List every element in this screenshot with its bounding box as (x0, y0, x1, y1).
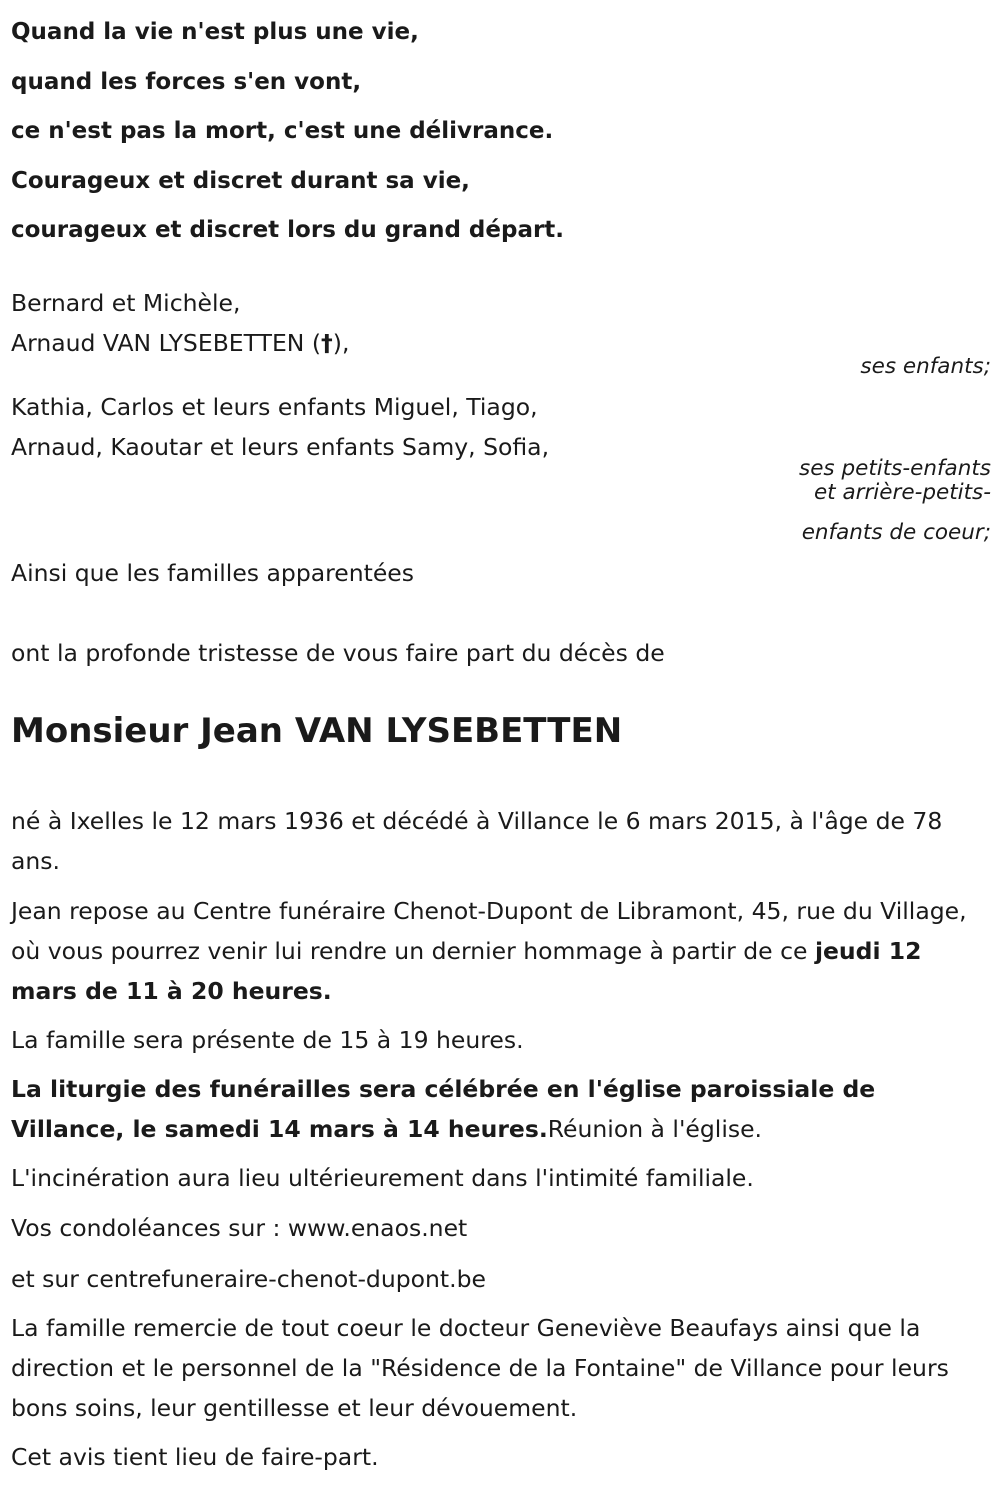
liturgy-paragraph (11, 1069, 991, 1149)
children-line-end: ), (332, 329, 350, 357)
deceased-name: Monsieur Jean VAN LYSEBETTEN (11, 711, 623, 751)
liturgy-details: La liturgie des funérailles sera célébrée en l'église paroissiale de Villance, le samedi 14 mars à 14 heures. (11, 1075, 876, 1143)
closing-line: Cet avis tient lieu de faire-part. (11, 1443, 379, 1471)
grandchildren-label-2: et arrière-petits- (813, 480, 991, 505)
repose-date: jeudi 12 mars de 11 à 20 heures. (11, 937, 922, 1005)
thanks-paragraph: La famille remercie de tout coeur le docteur Geneviève Beaufays ainsi que la direction et le personnel de la "Résidence de la Fontaine" de Villance pour leurs bons soins, leur gentillesse et leur dévouement. (11, 1314, 949, 1422)
repose-text: Jean repose au Centre funéraire Chenot-Dupont de Libramont, 45, rue du Village, où vous pourrez venir lui rendre un dernier hommage à partir de ce (11, 897, 967, 965)
poem-line: Courageux et discret durant sa vie, (11, 167, 470, 194)
children-name: Arnaud VAN LYSEBETTEN ( (11, 329, 322, 357)
opening-poem (11, 8, 991, 256)
poem-line: quand les forces s'en vont, (11, 68, 362, 95)
children-label: ses enfants; (860, 354, 991, 379)
poem-line: Quand la vie n'est plus une vie, (11, 19, 419, 45)
family-presence: La famille sera présente de 15 à 19 heures. (11, 1026, 524, 1054)
grandchildren-line-2: Arnaud, Kaoutar et leurs enfants Samy, Sofia, (11, 433, 550, 461)
families-line: Ainsi que les familles apparentées (11, 559, 415, 587)
birth-death-paragraph: né à Ixelles le 12 mars 1936 et décédé à Villance le 6 mars 2015, à l'âge de 78 ans. (11, 807, 943, 875)
grandchildren-label-1: ses petits-enfants (799, 456, 991, 481)
poem-line: ce n'est pas la mort, c'est une délivrance. (11, 118, 554, 144)
repose-paragraph (11, 891, 991, 1011)
grandchildren-line-1: Kathia, Carlos et leurs enfants Miguel, Tiago, (11, 393, 538, 421)
liturgy-meeting: Réunion à l'église. (547, 1115, 763, 1143)
incineration-line: L'incinération aura lieu ultérieurement dans l'intimité familiale. (11, 1164, 754, 1192)
condolences-line-2: et sur centrefuneraire-chenot-dupont.be (11, 1265, 486, 1293)
poem-line: courageux et discret lors du grand départ. (11, 217, 565, 243)
children-line-2 (11, 323, 349, 363)
announcement-line: ont la profonde tristesse de vous faire part du décès de (11, 639, 665, 667)
condolences-line-1: Vos condoléances sur : www.enaos.net (11, 1214, 468, 1242)
cross-icon: † (321, 329, 333, 357)
grandchildren-label-3: enfants de coeur; (801, 520, 991, 545)
children-line-1: Bernard et Michèle, (11, 289, 241, 317)
